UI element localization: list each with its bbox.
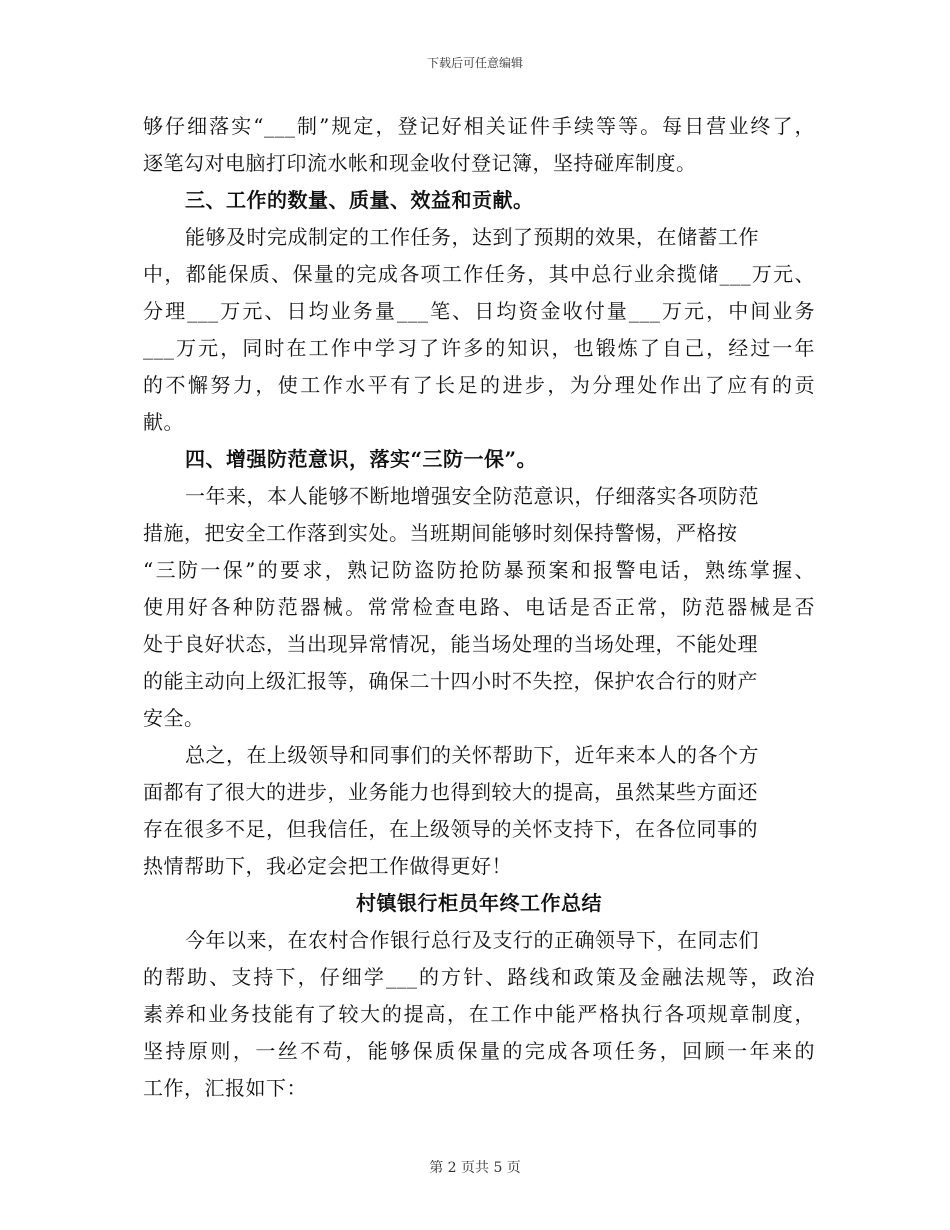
text-line: 献。 <box>143 410 184 434</box>
text-line: 逐笔勾对电脑打印流水帐和现金收付登记簿，坚持碰库制度。 <box>143 151 697 175</box>
text-line: ___万元，同时在工作中学习了许多的知识，也锻炼了自己，经过一年 <box>143 336 815 360</box>
text-line: 热情帮助下，我必定会把工作做得更好！ <box>143 854 512 878</box>
text-line: 的帮助、支持下，仔细学___的方针、路线和政策及金融法规等，政治 <box>143 965 815 989</box>
text-line: 中，都能保质、保量的完成各项工作任务，其中总行业余揽储___万元、 <box>143 262 815 286</box>
text-line: 处于良好状态，当出现异常情况，能当场处理的当场处理，不能处理 <box>143 632 758 656</box>
text-line: 今年以来，在农村合作银行总行及支行的正确领导下，在同志们 <box>185 928 759 952</box>
text-line: 的不懈努力，使工作水平有了长足的进步，为分理处作出了应有的贡 <box>143 373 815 397</box>
text-line: 存在很多不足，但我信任，在上级领导的关怀支持下，在各位同事的 <box>143 817 758 841</box>
text-line: 够仔细落实“___制”规定，登记好相关证件手续等等。每日营业终了， <box>143 114 815 138</box>
text-line: 总之，在上级领导和同事们的关怀帮助下，近年来本人的各个方 <box>185 743 759 767</box>
text-line: 措施，把安全工作落到实处。当班期间能够时刻保持警惕，严格按 <box>143 521 738 545</box>
text-line: 面都有了很大的进步，业务能力也得到较大的提高，虽然某些方面还 <box>143 780 758 804</box>
page-footer: 第 2 页共 5 页 <box>429 1160 521 1176</box>
page-header: 下载后可任意编辑 <box>426 56 523 70</box>
text-line: 使用好各种防范器械。常常检查电路、电话是否正常，防范器械是否 <box>143 595 815 619</box>
text-line: 的能主动向上级汇报等，确保二十四小时不失控，保护农合行的财产 <box>143 669 758 693</box>
text-line: “三防一保”的要求，熟记防盗防抢防暴预案和报警电话，熟练掌握、 <box>143 558 815 582</box>
document-body <box>143 108 815 1107</box>
text-line: 能够及时完成制定的工作任务，达到了预期的效果，在储蓄工作 <box>185 225 759 249</box>
text-line: 安全。 <box>143 706 205 730</box>
text-line: 工作，汇报如下： <box>143 1076 307 1100</box>
text-line: 素养和业务技能有了较大的提高，在工作中能严格执行各项规章制度， <box>143 1002 815 1026</box>
section-heading: 三、工作的数量、质量、效益和贡献。 <box>185 188 534 212</box>
text-line: 一年来，本人能够不断地增强安全防范意识，仔细落实各项防范 <box>185 484 759 508</box>
text-line: 分理___万元、日均业务量___笔、日均资金收付量___万元，中间业务 <box>143 299 815 323</box>
document-title: 村镇银行柜员年终工作总结 <box>356 891 602 915</box>
section-heading: 四、增强防范意识，落实“三防一保”。 <box>185 447 538 471</box>
text-line: 坚持原则，一丝不苟，能够保质保量的完成各项任务，回顾一年来的 <box>143 1039 815 1063</box>
